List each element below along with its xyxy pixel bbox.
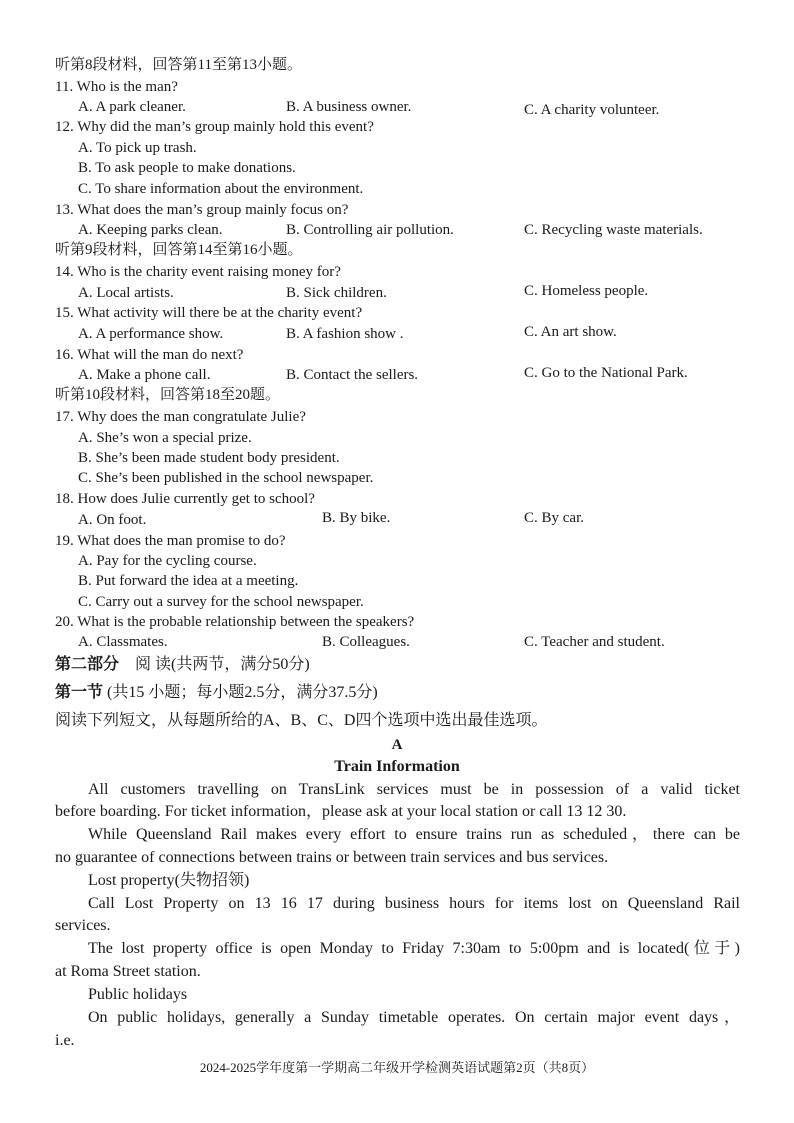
paragraph-line: All customers travelling on TransLink services must be in possession of a valid ticket: [88, 781, 740, 798]
section-heading-10: 听第10段材料，回答第18至20题。: [55, 387, 281, 403]
question-19: 19. What does the man promise to do?: [55, 533, 286, 549]
section-heading-8: 听第8段材料，回答第11至第13小题。: [55, 57, 302, 73]
option-c: C. To share information about the environment.: [78, 181, 364, 197]
option-c: C. Recycling waste materials.: [524, 222, 703, 238]
option-c: C. By car.: [524, 510, 584, 526]
paragraph-line: The lost property office is open Monday to Friday 7:30am to 5:00pm and is located(位于): [88, 940, 740, 957]
paragraph-line: at Roma Street station.: [55, 963, 201, 980]
passage-letter: A: [391, 737, 403, 753]
option-b: B. Colleagues.: [322, 634, 410, 650]
paragraph-heading: Public holidays: [88, 986, 188, 1003]
page-footer: 2024-2025学年度第一学期高二年级开学检测英语试题第2页（共8页）: [199, 1060, 595, 1075]
passage-title: Train Information: [334, 758, 460, 775]
section-heading-9: 听第9段材料，回答第14至第16小题。: [55, 242, 303, 258]
option-a: A. Classmates.: [78, 634, 168, 650]
question-11: 11. Who is the man?: [55, 79, 178, 95]
option-c: C. She’s been published in the school newspaper.: [78, 470, 374, 486]
paragraph-line: no guarantee of connections between trains or between train services and bus services.: [55, 849, 609, 866]
paragraph-heading: Lost property(失物招领): [88, 872, 250, 889]
question-13: 13. What does the man’s group mainly focus on?: [55, 202, 349, 218]
option-c: C. Homeless people.: [524, 283, 649, 299]
option-b: B. Controlling air pollution.: [286, 222, 454, 238]
option-b: B. A business owner.: [286, 99, 412, 115]
paragraph-line: services.: [55, 917, 111, 934]
option-a: A. To pick up trash.: [78, 140, 197, 156]
question-14: 14. Who is the charity event raising money for?: [55, 264, 341, 280]
option-c: C. An art show.: [524, 324, 617, 340]
paragraph-line: before boarding. For ticket information，please ask at your local station or call 13 12 30.: [55, 803, 627, 820]
paragraph-line: i.e.: [55, 1032, 75, 1049]
option-a: A. Local artists.: [78, 285, 174, 301]
option-a: A. On foot.: [78, 512, 147, 528]
option-b: B. A fashion show .: [286, 326, 404, 342]
option-a: A. Make a phone call.: [78, 367, 211, 383]
question-18: 18. How does Julie currently get to school?: [55, 491, 315, 507]
option-b: B. To ask people to make donations.: [78, 160, 296, 176]
question-17: 17. Why does the man congratulate Julie?: [55, 409, 306, 425]
option-a: A. A performance show.: [78, 326, 224, 342]
reading-instructions: 阅读下列短文，从每题所给的A、B、C、D四个选项中选出最佳选项。: [55, 712, 548, 729]
option-b: B. She’s been made student body president.: [78, 450, 340, 466]
option-b: B. Contact the sellers.: [286, 367, 419, 383]
paragraph-line: On public holidays, generally a Sunday timetable operates. On certain major event days，: [88, 1009, 740, 1026]
option-c: C. Teacher and student.: [524, 634, 665, 650]
question-15: 15. What activity will there be at the charity event?: [55, 305, 363, 321]
option-b: B. By bike.: [322, 510, 391, 526]
option-a: A. Pay for the cycling course.: [78, 553, 257, 569]
option-a: A. Keeping parks clean.: [78, 222, 223, 238]
paragraph-line: Call Lost Property on 13 16 17 during business hours for items lost on Queensland Rail: [88, 895, 740, 912]
section-one-title: 第一节: [55, 684, 104, 701]
question-16: 16. What will the man do next?: [55, 347, 244, 363]
part-two-title: 第二部分: [55, 656, 120, 673]
part-two-heading: [55, 655, 310, 675]
option-c: C. Go to the National Park.: [524, 365, 688, 381]
option-c: C. A charity volunteer.: [524, 102, 660, 118]
option-c: C. Carry out a survey for the school newspaper.: [78, 594, 364, 610]
section-one-heading: [55, 683, 378, 703]
option-a: A. A park cleaner.: [78, 99, 186, 115]
option-a: A. She’s won a special prize.: [78, 430, 252, 446]
section-one-subtitle: (共15 小题；每小题2.5分，满分37.5分): [103, 684, 378, 701]
option-b: B. Put forward the idea at a meeting.: [78, 573, 299, 589]
part-two-subtitle: 阅 读(共两节，满分50分): [119, 656, 310, 673]
question-12: 12. Why did the man’s group mainly hold this event?: [55, 119, 374, 135]
option-b: B. Sick children.: [286, 285, 387, 301]
paragraph-line: While Queensland Rail makes every effort to ensure trains run as scheduled，there can be: [88, 826, 740, 843]
question-20: 20. What is the probable relationship between the speakers?: [55, 614, 415, 630]
